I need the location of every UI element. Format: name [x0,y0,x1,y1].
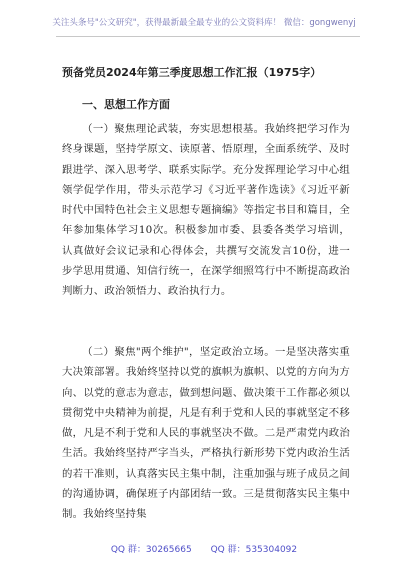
paragraph-2-text: （二）聚焦"两个维护"，坚定政治立场。一是坚决落实重大决策部署。我始终坚持以党的旗帜为旗帜、以党的方向为方向、以党的意志为意志，做到想问题、做决策干工作都必须以贯彻党中央精神为前提，凡是有利于党和人民的事就坚定不移做，凡是不利于党和人民的事就坚决不做。二是严肃党内政治生活。我始终坚持严字当头，严格执行新形势下党内政治生活的若干准则，认真落实民主集中制，注重加强与班子成员之间的沟通协调，确保班子内部团结一致。三是贯彻落实民主集中制。我始终坚持集 [62,346,350,521]
paragraph-1-text: （一）聚焦理论武装，夯实思想根基。我始终把学习作为终身课题，坚持学原文、读原著、悟原理，全面系统学、及时跟进学、深入思考学、联系实际学。充分发挥理论学习中心组领学促学作用，带头示范学习《习近平著作选读》《习近平新时代中国特色社会主义思想专题摘编》等指定书目和篇目，全年参加集体学习10次。积极参加市委、县委各类学习培训，认真做好会议记录和心得体会，共撰写交流发言10份，进一步学思用贯通、知信行统一，在深学细照笃行中不断提高政治判断力、政治领悟力、政治执行力。 [62,123,350,298]
footer-qq-group-2: QQ 群：535304092 [210,545,298,555]
header-divider [56,36,360,37]
footer [0,542,408,555]
paragraph-1 [62,119,350,302]
document-title: 预备党员2024年第三季度思想工作汇报（1975字） [62,66,322,79]
header-note: 关注头条号"公文研究"，获得最新最全最专业的公文资料库！ 微信：gongwenyj [52,18,356,28]
paragraph-2 [62,342,350,525]
footer-qq-group-1: QQ 群：30265665 [110,545,192,555]
section-heading: 一、思想工作方面 [82,98,170,111]
